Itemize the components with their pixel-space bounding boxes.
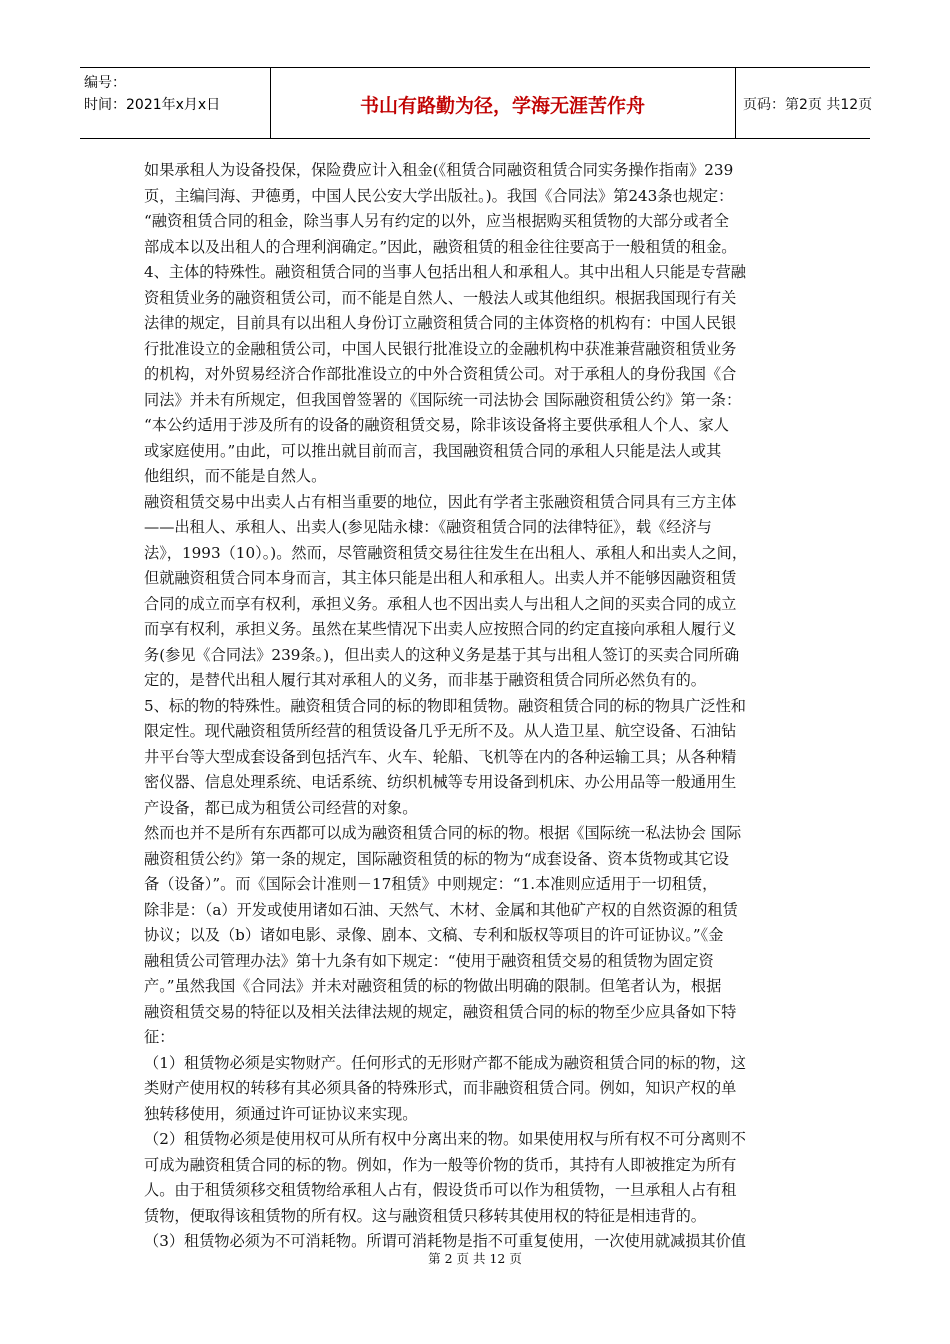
text-line: 4、主体的特殊性。融资租赁合同的当事人包括出租人和承租人。其中出租人只能是专营融 (144, 263, 746, 281)
document-date-label: 时间：2021年x月x日 (84, 97, 221, 113)
text-line: “本公约适用于涉及所有的设备的融资租赁交易，除非该设备将主要供承租人个人、家人 (144, 416, 729, 434)
text-line: 产设备，都已成为租赁公司经营的对象。 (144, 798, 418, 817)
text-line: 行批准设立的金融租赁公司，中国人民银行批准设立的金融机构中获准兼营融资租赁业务 (144, 339, 737, 358)
text-line: 页，主编闫海、尹德勇，中国人民公安大学出版社。)。我国《合同法》第243条也规定： (144, 186, 734, 205)
text-line: 或家庭使用。”由此，可以推出就目前而言，我国融资租赁合同的承租人只能是法人或其 (144, 441, 722, 460)
text-line: 备（设备）”。而《国际会计准则－17租赁》中则规定：“1.本准则应适用于一切租赁， (144, 875, 718, 893)
text-line: 产。”虽然我国《合同法》并未对融资租赁的标的物做出明确的限制。但笔者认为，根据 (144, 977, 722, 995)
text-line: 协议；以及（b）诸如电影、录像、剧本、文稿、专利和版权等项目的许可证协议。”《金 (144, 926, 724, 944)
text-line: 法》，1993（10）。)。然而，尽管融资租赁交易往往发生在出租人、承租人和出卖人之间， (144, 543, 748, 562)
document-number-label: 编号： (84, 75, 126, 91)
text-line: “融资租赁合同的租金，除当事人另有约定的以外，应当根据购买租赁物的大部分或者全 (144, 212, 729, 230)
document-body (144, 158, 812, 1255)
text-line: 限定性。现代融资租赁所经营的租赁设备几乎无所不及。从人造卫星、航空设备、石油钻 (144, 722, 737, 740)
text-line: 合同的成立而享有权利，承担义务。承租人也不因出卖人与出租人之间的买卖合同的成立 (144, 594, 737, 613)
text-line: 法律的规定，目前具有以出租人身份订立融资租赁合同的主体资格的机构有：中国人民银 (144, 314, 737, 332)
text-line: ——出租人、承租人、出卖人(参见陆永棣：《融资租赁合同的法律特征》，载《经济与 (144, 518, 712, 536)
text-line: 的机构，对外贸易经济合作部批准设立的中外合资租赁公司。对于承租人的身份我国《合 (144, 365, 737, 383)
text-line: （1）租赁物必须是实物财产。任何形式的无形财产都不能成为融资租赁合同的标的物，这 (144, 1053, 746, 1072)
text-line: 融租赁公司管理办法》第十九条有如下规定：“使用于融资租赁交易的租赁物为固定资 (144, 951, 714, 970)
text-line: （2）租赁物必须是使用权可从所有权中分离出来的物。如果使用权与所有权不可分离则不 (144, 1130, 746, 1148)
header-motto-cell (270, 68, 736, 138)
text-line: 独转移使用，须通过许可证协议来实现。 (144, 1104, 418, 1123)
text-line: 密仪器、信息处理系统、电话系统、纺织机械等专用设备到机床、办公用品等一般通用生 (144, 773, 737, 791)
text-line: 融资租赁公约》第一条的规定，国际融资租赁的标的物为“成套设备、资本货物或其它设 (144, 849, 729, 868)
text-line: 融资租赁交易中出卖人占有相当重要的地位，因此有学者主张融资租赁合同具有三方主体 (144, 492, 737, 511)
page-footer: 第 2 页 共 12 页 (428, 1251, 522, 1266)
text-line: 赁物，便取得该租赁物的所有权。这与融资租赁只移转其使用权的特征是相违背的。 (144, 1206, 706, 1225)
text-line: 5、标的物的特殊性。融资租赁合同的标的物即租赁物。融资租赁合同的标的物具广泛性和 (144, 696, 746, 715)
text-line: 同法》并未有所规定，但我国曾签署的《国际统一司法协会 国际融资租赁公约》第一条： (144, 390, 742, 409)
text-line: 融资租赁交易的特征以及相关法律法规的规定，融资租赁合同的标的物至少应具备如下特 (144, 1002, 737, 1021)
header-page-info: 页码：第2页 共12页 (743, 97, 873, 113)
text-line: 资租赁业务的融资租赁公司，而不能是自然人、一般法人或其他组织。根据我国现行有关 (144, 288, 737, 307)
header-meta-cell (80, 68, 271, 138)
text-line: 部成本以及出租人的合理利润确定。”因此，融资租赁的租金往往要高于一般租赁的租金。 (144, 237, 737, 256)
text-line: （3）租赁物必须为不可消耗物。所谓可消耗物是指不可重复使用，一次使用就减损其价值 (144, 1232, 746, 1250)
text-line: 人。由于租赁须移交租赁物给承租人占有，假设货币可以作为租赁物，一旦承租人占有租 (144, 1181, 737, 1199)
text-line: 可成为融资租赁合同的标的物。例如，作为一般等价物的货币，其持有人即被推定为所有 (144, 1155, 737, 1174)
text-line: 而享有权利，承担义务。虽然在某些情况下出卖人应按照合同的约定直接向承租人履行义 (144, 620, 737, 638)
text-line: 征： (144, 1028, 175, 1046)
header-page-cell (735, 68, 873, 138)
text-line: 井平台等大型成套设备到包括汽车、火车、轮船、飞机等在内的各种运输工具；从各种精 (144, 747, 737, 766)
text-line: 定的，是替代出租人履行其对承租人的义务，而非基于融资租赁合同所必然负有的。 (144, 671, 706, 689)
text-line: 他组织，而不能是自然人。 (144, 467, 327, 485)
text-line: 类财产使用权的转移有其必须具备的特殊形式，而非融资租赁合同。例如，知识产权的单 (144, 1079, 737, 1097)
text-line: 务(参见《合同法》239条。)，但出卖人的这种义务是基于其与出租人签订的买卖合同所确 (144, 645, 740, 664)
text-line: 如果承租人为设备投保，保险费应计入租金(《租赁合同融资租赁合同实务操作指南》239 (144, 161, 734, 179)
text-line: 但就融资租赁合同本身而言，其主体只能是出租人和承租人。出卖人并不能够因融资租赁 (144, 569, 737, 587)
text-line: 然而也并不是所有东西都可以成为融资租赁合同的标的物。根据《国际统一私法协会 国际 (144, 824, 742, 842)
text-line: 除非是：（a）开发或使用诸如石油、天然气、木材、金属和其他矿产权的自然资源的租赁 (144, 900, 738, 919)
page-header (80, 67, 873, 139)
header-motto: 书山有路勤为径，学海无涯苦作舟 (359, 95, 645, 117)
